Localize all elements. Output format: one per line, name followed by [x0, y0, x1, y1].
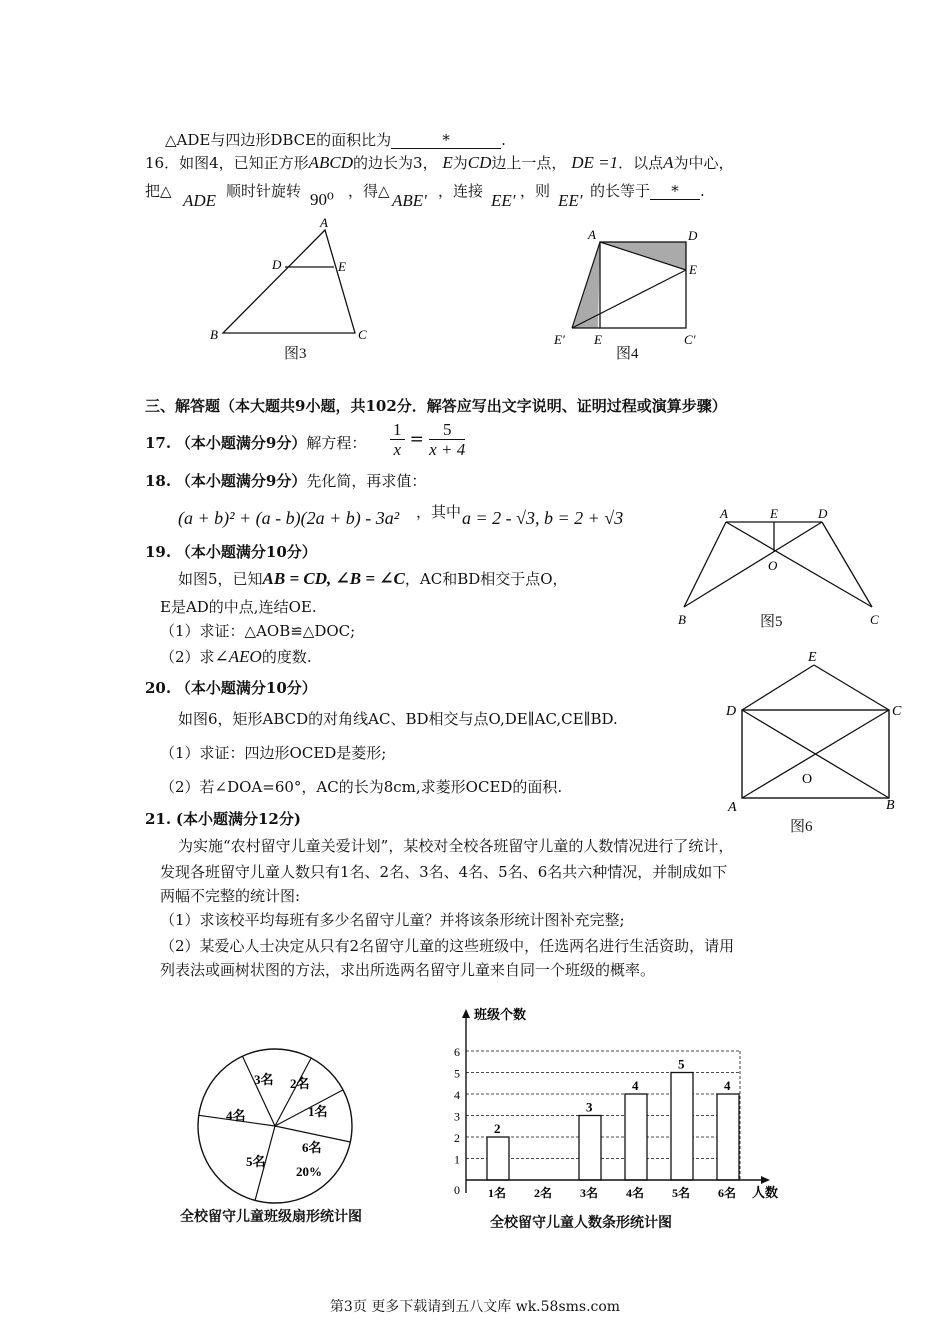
q16-line1	[145, 153, 734, 173]
bar-6	[717, 1094, 739, 1180]
q16-math-a: A	[663, 153, 674, 172]
q16-math-90: 90⁰	[310, 190, 334, 209]
bar-xtick-4: 4名	[626, 1186, 645, 1200]
q17-frac-2	[429, 420, 466, 459]
fig6-label-b: B	[886, 798, 895, 813]
q17-frac2-den: x + 4	[429, 440, 466, 459]
q16-line2b	[183, 191, 216, 211]
q16-line2k	[590, 181, 705, 201]
q19-l4b: 的度数.	[261, 648, 312, 666]
bar-3	[579, 1116, 601, 1181]
fig5-line-ac	[726, 522, 872, 607]
q18	[145, 471, 426, 491]
q17-frac1-den: x	[393, 440, 402, 459]
q16-text-3: 为	[452, 154, 468, 172]
figure-6	[722, 645, 907, 815]
fig5-label-e: E	[770, 506, 778, 521]
q18-title: （本小题满分9分）	[175, 472, 307, 490]
pie-label-6: 6名	[302, 1140, 322, 1155]
q19-title: （本小题满分10分）	[175, 543, 317, 561]
q21-line3: 两幅不完整的统计图:	[160, 887, 301, 905]
fig4-label-e-bottom: E	[594, 332, 602, 347]
q18-mid-text: ，其中	[416, 503, 462, 521]
bar-ytick-5: 5	[454, 1066, 460, 1081]
q16-text-4: 边上一点，	[491, 154, 567, 172]
bar-ytick-6: 6	[454, 1045, 460, 1059]
q16-line2h	[491, 191, 516, 211]
bar-value-label-5: 5	[678, 1056, 685, 1072]
q18-text: 先化简，再求值：	[306, 472, 427, 490]
pie-label-5: 5名	[246, 1154, 266, 1169]
q20-line1: 如图6，矩形ABCD的对角线AC、BD相交与点O,DE∥AC,CE∥BD.	[178, 710, 618, 728]
q16-text-2: 的边长为3，	[353, 154, 438, 172]
bar-ytick-1: 1	[454, 1152, 460, 1167]
q21-head	[145, 809, 301, 829]
fig6-label-e: E	[808, 650, 817, 665]
q16-text-5: ．以点	[618, 154, 664, 172]
q19-l1a: 如图5，已知	[178, 570, 263, 588]
q19-line1	[178, 569, 568, 589]
fig6-label-d: D	[726, 704, 737, 719]
q21-title: (本小题满分12分)	[175, 810, 301, 828]
bar-4	[625, 1094, 647, 1180]
q20-number: 20.	[145, 679, 172, 697]
fig5-label-a: A	[720, 506, 728, 521]
q20-head	[145, 678, 317, 698]
pie-chart	[190, 1048, 360, 1208]
bar-5	[671, 1073, 693, 1181]
fig3-label-e: E	[338, 259, 346, 274]
bar-bars	[487, 1057, 739, 1201]
fig4-label-c-prime: C′	[684, 332, 696, 347]
pie-label-20-percent: 20%	[296, 1164, 322, 1179]
fig3-label-b: B	[210, 327, 218, 342]
q16-math-cd: CD	[467, 153, 492, 172]
q18-condition	[462, 508, 623, 529]
bar-xtick-2: 2名	[534, 1186, 553, 1200]
q16-line2e	[348, 181, 390, 201]
fig4-label-e-prime: E′	[554, 332, 565, 347]
bar-1	[487, 1137, 509, 1180]
q16-math-abe: ABE′	[392, 191, 427, 210]
q16-line2i	[520, 181, 550, 201]
q17-frac2-num: 5	[429, 420, 466, 440]
fig4-label-e: E	[689, 262, 697, 277]
q16-text-10: ，连接	[438, 182, 484, 200]
q19-l1b: ，AC和BD相交于点O，	[404, 570, 568, 588]
bar-xtick-6: 6名	[718, 1186, 737, 1200]
fig6-line-ce	[814, 665, 889, 710]
q17-equation	[390, 420, 465, 459]
fig3-label-c: C	[358, 327, 367, 342]
q19-number: 19.	[145, 543, 172, 561]
q16-text-9: ，得△	[348, 182, 390, 200]
q21-number: 21.	[145, 810, 172, 828]
q16-text-11: ，则	[520, 182, 551, 200]
pie-label-4: 4名	[226, 1108, 246, 1123]
pie-label-2: 2名	[290, 1076, 310, 1091]
q15-end: .	[501, 131, 506, 149]
pie-dividers	[199, 1056, 351, 1200]
fig6-label-c: C	[892, 704, 902, 719]
q16-text-7: 把△	[145, 182, 172, 200]
q19-l4a: （2）求	[160, 648, 215, 666]
bar-y-arrow	[462, 1009, 470, 1018]
q16-math-ee1: EE′	[491, 191, 516, 210]
q21-line1: 为实施“农村留守儿童关爱计划”，某校对全校各班留守儿童的人数情况进行了统计，	[178, 837, 734, 855]
q17-eq: =	[409, 429, 424, 450]
fig4-label-a: A	[588, 227, 596, 242]
q18-cond: a = 2 - √3, b = 2 + √3	[462, 508, 624, 528]
bar-xtick-1: 1名	[488, 1186, 507, 1200]
section-3-heading: 三、解答题（本大题共9小题，共102分．解答应写出文字说明、证明过程或演算步骤）	[145, 397, 727, 415]
q19-head	[145, 542, 317, 562]
pie-label-1: 1名	[308, 1104, 328, 1119]
q18-mid	[416, 502, 461, 522]
bar-ytick-4: 4	[454, 1088, 460, 1102]
q19-l1m: AB = CD, ∠B = ∠C	[262, 569, 405, 588]
q17-frac1-num: 1	[390, 420, 405, 440]
q19-line4	[160, 647, 312, 667]
bar-x-label: 人数	[752, 1185, 779, 1200]
q15-tail	[165, 130, 506, 150]
q18-expr: (a + b)² + (a - b)(2a + b) - 3a²	[178, 508, 400, 528]
q19-l4m: ∠AEO	[214, 647, 262, 666]
q16-text-6: 为中心，	[673, 154, 734, 172]
bar-chart	[440, 1005, 790, 1205]
q20-line3: （2）若∠DOA=60°，AC的长为8cm,求菱形OCED的面积.	[160, 778, 563, 796]
bar-ytick-3: 3	[454, 1109, 460, 1124]
fig5-line-dc	[822, 522, 872, 607]
q16-line2c	[226, 181, 301, 201]
q16-math-abcd: ABCD	[308, 153, 354, 172]
pie-chart-title: 全校留守儿童班级扇形统计图	[180, 1209, 362, 1225]
fig3-label-a: A	[320, 215, 328, 230]
bar-value-label-6: 4	[724, 1078, 731, 1093]
q16-line2	[145, 181, 172, 201]
bar-value-label-1: 2	[494, 1121, 501, 1136]
q20-line2: （1）求证：四边形OCED是菱形;	[160, 744, 387, 762]
q18-number: 18.	[145, 472, 172, 490]
q16-math-e: E	[442, 153, 453, 172]
fig5-label-b: B	[678, 612, 686, 627]
q19-line2: E是AD的中点,连结OE.	[160, 598, 317, 616]
fig6-caption: 图6	[790, 819, 813, 835]
q21-line2: 发现各班留守儿童人数只有1名、2名、3名、4名、5名、6名共六种情况，并制成如下	[160, 863, 728, 881]
fig4-label-d: D	[688, 228, 698, 243]
fig5-label-o: O	[768, 558, 778, 573]
q15-answer-blank: *	[391, 132, 501, 149]
q16-text-1: 16．如图4，已知正方形	[145, 154, 309, 172]
q18-expression	[178, 508, 399, 529]
q16-text-8: 顺时针旋转	[226, 182, 302, 200]
q17-number: 17.	[145, 434, 172, 452]
figure-4	[548, 222, 718, 352]
bar-xtick-5: 5名	[672, 1186, 691, 1200]
bar-x-arrow	[761, 1176, 770, 1184]
fig6-label-a: A	[728, 800, 737, 815]
q20-title: （本小题满分10分）	[175, 679, 317, 697]
fig3-label-d: D	[272, 257, 282, 272]
fig3-triangle	[223, 230, 355, 333]
q16-math-de: DE =1	[571, 153, 619, 172]
q21-line5: （2）某爱心人士决定从只有2名留守儿童的这些班级中，任选两名进行生活资助，请用	[160, 937, 735, 955]
bar-xtick-3: 3名	[580, 1186, 599, 1200]
q16-line2d	[310, 190, 334, 210]
q17	[145, 433, 366, 453]
fig5-label-c: C	[870, 612, 879, 627]
q17-text: 解方程：	[306, 434, 367, 452]
bar-chart-title: 全校留守儿童人数条形统计图	[490, 1215, 672, 1231]
fig5-label-d: D	[818, 506, 828, 521]
fig3-caption: 图3	[284, 346, 307, 362]
q16-line2f	[392, 191, 427, 211]
q17-title: （本小题满分9分）	[175, 434, 307, 452]
q16-line2j	[558, 191, 583, 211]
pie-divider-0	[242, 1056, 275, 1126]
pie-label-3: 3名	[254, 1072, 274, 1087]
bar-y-label: 班级个数	[474, 1007, 527, 1022]
q21-line4: （1）求该校平均每班有多少名留守儿童？并将该条形统计图补充完整;	[160, 911, 625, 929]
fig4-caption: 图4	[616, 346, 639, 362]
bar-value-label-4: 4	[632, 1078, 639, 1093]
q16-math-ee2: EE′	[558, 191, 583, 210]
q16-text-12: 的长等于	[590, 182, 651, 200]
fig6-label-o: O	[802, 772, 813, 787]
q16-end: .	[700, 182, 705, 200]
q16-answer-blank: *	[650, 183, 700, 200]
bar-ytick-0: 0	[454, 1183, 460, 1197]
q16-line2g	[438, 181, 483, 201]
fig6-line-de	[742, 665, 814, 710]
fig5-caption: 图5	[760, 614, 783, 630]
q21-line6: 列表法或画树状图的方法，求出所选两名留守儿童来自同一个班级的概率。	[160, 961, 656, 979]
q15-text: △ADE与四边形DBCE的面积比为	[165, 131, 392, 149]
page-footer: 第3页 更多下载请到五八文库 wk.58sms.com	[329, 1299, 621, 1315]
q17-frac-1	[390, 420, 405, 459]
bar-ytick-2: 2	[454, 1131, 460, 1145]
bar-value-label-3: 3	[586, 1099, 593, 1115]
q19-line3: （1）求证：△AOB≌△DOC;	[160, 622, 356, 640]
q16-math-ade: ADE	[183, 191, 217, 210]
